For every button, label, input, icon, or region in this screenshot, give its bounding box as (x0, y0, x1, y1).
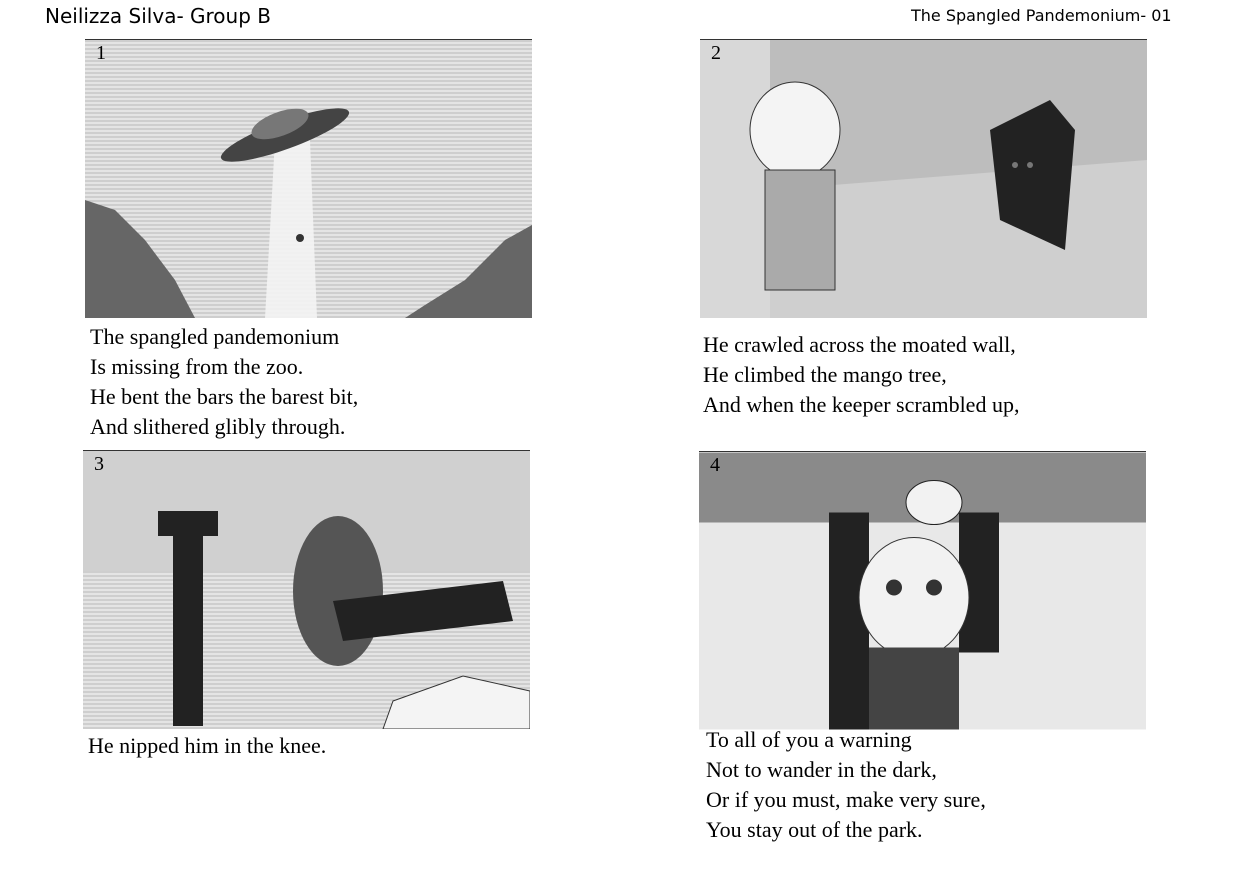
caption-line: Is missing from the zoo. (90, 354, 304, 379)
panel-number: 2 (711, 42, 721, 64)
nip-sketch (83, 451, 530, 729)
panel-2-caption (703, 330, 1019, 420)
panel-3-sketch (83, 450, 530, 729)
panel-1-sketch (85, 39, 532, 318)
caption-line: And slithered glibly through. (90, 414, 346, 439)
panel-3-caption (88, 731, 326, 761)
ufo-sketch (85, 40, 532, 318)
panel-4-caption (706, 725, 986, 845)
author-label: Neilizza Silva- Group B (45, 4, 271, 28)
caption-line: He nipped him in the knee. (88, 733, 327, 758)
panel-number: 1 (96, 42, 106, 64)
boy-shadow-sketch (700, 40, 1147, 318)
panel-number: 3 (94, 453, 104, 475)
creature-sketch (699, 452, 1146, 730)
panel-2-sketch (700, 39, 1147, 318)
panel-number: 4 (710, 454, 720, 476)
caption-line: The spangled pandemonium (90, 324, 340, 349)
caption-line: Or if you must, make very sure, (706, 787, 986, 812)
caption-line: He climbed the mango tree, (703, 362, 947, 387)
caption-line: He bent the bars the barest bit, (90, 384, 359, 409)
caption-line: To all of you a warning (706, 727, 912, 752)
caption-line: You stay out of the park. (706, 817, 923, 842)
panel-4-sketch (699, 451, 1146, 730)
panel-1-caption (90, 322, 358, 442)
caption-line: And when the keeper scrambled up, (703, 392, 1020, 417)
caption-line: He crawled across the moated wall, (703, 332, 1016, 357)
document-title: The Spangled Pandemonium- 01 (911, 6, 1172, 25)
caption-line: Not to wander in the dark, (706, 757, 937, 782)
